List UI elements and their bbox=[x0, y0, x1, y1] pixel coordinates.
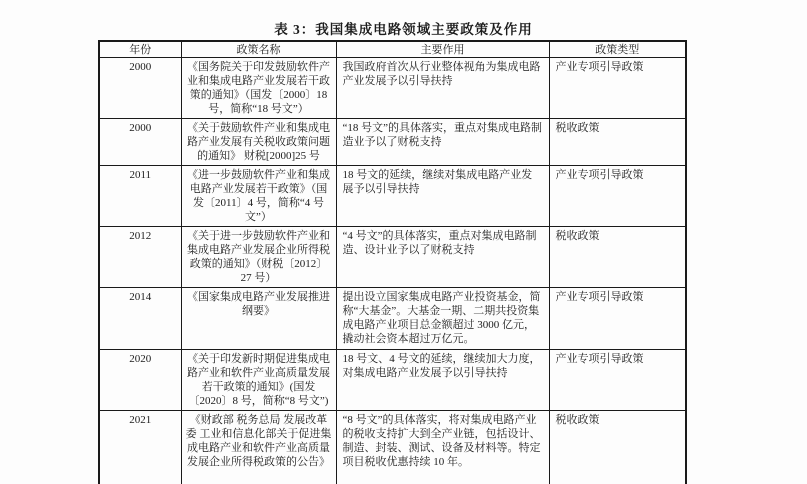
header-main-effect: 主要作用 bbox=[336, 41, 549, 58]
main-effect-cell: “18 号文”的具体落实，重点对集成电路制造业予以了财税支持 bbox=[336, 119, 549, 166]
policy-name-cell: 《关于进一步鼓励软件产业和集成电路产业发展企业所得税政策的通知》（财税〔2012〕27 号） bbox=[181, 227, 336, 288]
table-row bbox=[99, 119, 686, 166]
policy-type-cell: 产业专项引导政策 bbox=[549, 288, 686, 350]
policy-name-cell: 《国家集成电路产业发展推进纲要》 bbox=[181, 288, 336, 350]
year-cell: 2014 bbox=[99, 288, 181, 350]
policy-name-cell: 《关于印发新时期促进集成电路产业和软件产业高质量发展若干政策的通知》(国发〔2020〕8 号，简称“8 号文”) bbox=[181, 350, 336, 411]
table-row bbox=[99, 350, 686, 411]
main-effect-cell: “8 号文”的具体落实，将对集成电路产业的税收支持扩大到全产业链，包括设计、制造、封装、测试、设备及材料等。特定项目税收优惠持续 10 年。 bbox=[336, 411, 549, 484]
main-effect-cell: 18 号文、4 号文的延续，继续加大力度，对集成电路产业发展予以引导扶持 bbox=[336, 350, 549, 411]
policy-table bbox=[98, 40, 687, 484]
year-cell: 2020 bbox=[99, 350, 181, 411]
year-cell: 2011 bbox=[99, 166, 181, 227]
main-effect-cell: 我国政府首次从行业整体视角为集成电路产业发展予以引导扶持 bbox=[336, 58, 549, 119]
table-row bbox=[99, 58, 686, 119]
policy-type-cell: 产业专项引导政策 bbox=[549, 350, 686, 411]
policy-name-cell: 《国务院关于印发鼓励软件产业和集成电路产业发展若干政策的通知》（国发〔2000〕18 号，简称“18 号文”） bbox=[181, 58, 336, 119]
year-cell: 2000 bbox=[99, 58, 181, 119]
main-effect-cell: “4 号文”的具体落实，重点对集成电路制造、设计业予以了财税支持 bbox=[336, 227, 549, 288]
policy-name-cell: 《关于鼓励软件产业和集成电路产业发展有关税收政策问题的通知》 财税[2000]25 号 bbox=[181, 119, 336, 166]
main-effect-cell: 18 号文的延续，继续对集成电路产业发展予以引导扶持 bbox=[336, 166, 549, 227]
policy-type-cell: 税收政策 bbox=[549, 119, 686, 166]
policy-type-cell: 产业专项引导政策 bbox=[549, 166, 686, 227]
header-year: 年份 bbox=[99, 41, 181, 58]
table-row bbox=[99, 227, 686, 288]
year-cell: 2021 bbox=[99, 411, 181, 484]
year-cell: 2012 bbox=[99, 227, 181, 288]
header-policy-name: 政策名称 bbox=[181, 41, 336, 58]
policy-type-cell: 产业专项引导政策 bbox=[549, 58, 686, 119]
year-cell: 2000 bbox=[99, 119, 181, 166]
table-row bbox=[99, 411, 686, 484]
policy-type-cell: 税收政策 bbox=[549, 411, 686, 484]
policy-name-cell: 《财政部 税务总局 发展改革委 工业和信息化部关于促进集成电路产业和软件产业高质量发展企业所得税政策的公告》 bbox=[181, 411, 336, 484]
table-row bbox=[99, 288, 686, 350]
main-effect-cell: 提出设立国家集成电路产业投资基金，简称“大基金”。大基金一期、二期共投资集成电路产业项目总金额超过 3000 亿元，撬动社会资本超过万亿元。 bbox=[336, 288, 549, 350]
header-row bbox=[99, 41, 686, 58]
table-row bbox=[99, 166, 686, 227]
policy-name-cell: 《进一步鼓励软件产业和集成电路产业发展若干政策》（国发〔2011〕4 号，简称“4 号文”） bbox=[181, 166, 336, 227]
table-title: 表 3：我国集成电路领域主要政策及作用 bbox=[274, 22, 533, 37]
policy-type-cell: 税收政策 bbox=[549, 227, 686, 288]
header-policy-type: 政策类型 bbox=[549, 41, 686, 58]
